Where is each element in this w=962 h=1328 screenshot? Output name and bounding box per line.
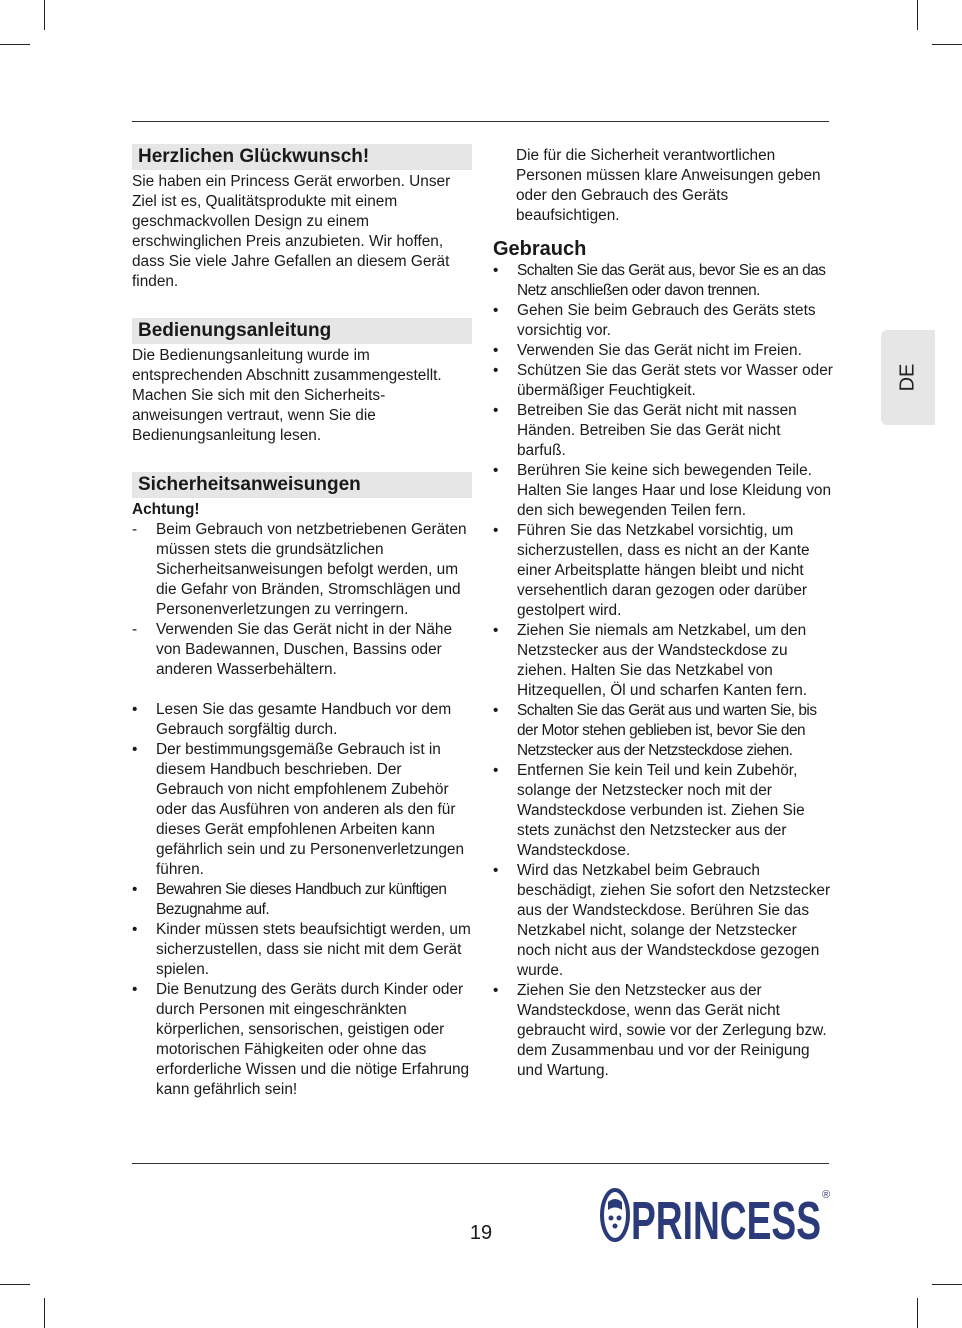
bullet-marker: • [493, 522, 499, 539]
bullet-marker: • [493, 342, 499, 359]
dash-marker: - [132, 621, 138, 638]
list-item-text: Ziehen Sie niemals am Netzkabel, um den Netzstecker aus der Wandsteckdose zu ziehen. Halten Sie das Netzkabel von Hitzequellen, Öl und scharfen Kanten fern. [517, 622, 808, 699]
list-item [493, 401, 833, 461]
list-item-text: Schützen Sie das Gerät stets vor Wasser oder übermäßiger Feuchtigkeit. [517, 362, 833, 399]
list-item-text: Schalten Sie das Gerät aus, bevor Sie es an das Netz anschließen oder davon trennen. [517, 262, 826, 299]
supervision-text: Die für die Sicherheit verantwortlichen Personen müssen klare Anweisungen geben oder den Gebrauch des Geräts beaufsichtigen. [516, 147, 821, 224]
crop-mark [917, 0, 918, 30]
list-item [132, 880, 472, 920]
crop-mark [44, 1298, 45, 1328]
bullet-marker: • [493, 622, 499, 639]
list-item-text: Lesen Sie das gesamte Handbuch vor dem Gebrauch sorgfältig durch. [156, 701, 452, 738]
warning-label: Achtung! [132, 501, 200, 518]
registered-mark: ® [822, 1189, 831, 1201]
manual-text: Die Bedienungsanleitung wurde im entsprechenden Abschnitt zusammengestellt. Machen Sie sich mit den Sicherheits-anweisungen vertraut, wenn Sie die Bedienungsanleitung lesen. [132, 347, 442, 444]
list-item [132, 980, 472, 1100]
bullet-marker: • [493, 302, 499, 319]
princess-logo [600, 1186, 832, 1244]
crop-mark [917, 1298, 918, 1328]
congrats-heading: Herzlichen Glückwunsch! [132, 144, 472, 170]
bullet-marker: • [493, 262, 499, 279]
list-item-text: Ziehen Sie den Netzstecker aus der Wandsteckdose, wenn das Gerät nicht gebraucht wird, sowie vor der Zerlegung bzw. dem Zusammenbau und vor der Reinigung und Wartung. [517, 982, 827, 1079]
bullet-marker: • [493, 702, 499, 719]
list-item-text: Die Benutzung des Geräts durch Kinder oder durch Personen mit eingeschränkten körperlichen, sensorischen, geistigen oder motorischen Fähigkeiten oder ohne das erforderliche Wissen und die nötige Erfahrung kann gefährlich sein! [156, 981, 470, 1098]
safety-heading: Sicherheitsanweisungen [132, 472, 472, 498]
crop-mark [932, 1284, 962, 1285]
left-column [132, 144, 472, 1100]
crown-emblem-icon [602, 1190, 628, 1240]
language-tab-label: DE [896, 363, 919, 392]
safety-bullet-list [132, 700, 472, 1100]
list-item-text: Kinder müssen stets beaufsichtigt werden, um sicherzustellen, dass sie nicht mit dem Gerät spielen. [156, 921, 471, 978]
list-item [132, 620, 472, 680]
list-item [493, 761, 833, 861]
list-item [493, 461, 833, 521]
safety-dash-list [132, 520, 472, 680]
list-item [132, 920, 472, 980]
usage-heading: Gebrauch [493, 238, 587, 260]
crop-mark [932, 44, 962, 45]
list-item [493, 621, 833, 701]
bullet-marker: • [132, 981, 138, 998]
crop-mark [0, 44, 30, 45]
bullet-marker: • [493, 982, 499, 999]
language-tab [881, 330, 935, 425]
bullet-marker: • [493, 762, 499, 779]
list-item [493, 981, 833, 1081]
brand-wordmark: PRINCESS [631, 1191, 821, 1244]
list-item [132, 520, 472, 620]
list-item [493, 861, 833, 981]
bullet-marker: • [493, 462, 499, 479]
manual-heading: Bedienungsanleitung [132, 318, 472, 344]
list-item-text: Verwenden Sie das Gerät nicht im Freien. [517, 342, 802, 359]
list-item-text: Verwenden Sie das Gerät nicht in der Nähe von Badewannen, Duschen, Bassins oder anderen Wasserbehältern. [156, 621, 453, 678]
list-item [493, 341, 833, 361]
list-item-text: Der bestimmungsgemäße Gebrauch ist in diesem Handbuch beschrieben. Der Gebrauch von nicht empfohlenem Zubehör oder das Ausführen von anderen als den für dieses Gerät empfohlenen Arbeiten kann gefährlich sein und zu Personenverletzungen führen. [156, 741, 465, 878]
bottom-rule [132, 1163, 829, 1164]
list-item-text: Schalten Sie das Gerät aus und warten Sie, bis der Motor stehen geblieben ist, bevor Sie den Netzstecker aus der Netzsteckdose ziehen. [517, 702, 817, 759]
list-item-text: Führen Sie das Netzkabel vorsichtig, um sicherzustellen, dass es nicht an der Kante einer Arbeitsplatte hängen bleibt und nicht versehentlich daran gezogen oder darüber gestolpert wird. [517, 522, 810, 619]
bullet-marker: • [132, 881, 138, 898]
crop-mark [0, 1284, 30, 1285]
list-item-text: Entfernen Sie kein Teil und kein Zubehör, solange der Netzstecker noch mit der Wandsteckdose verbunden ist. Ziehen Sie stets zunächst den Netzstecker aus der Wandsteckdose. [517, 762, 805, 859]
list-item-text: Gehen Sie beim Gebrauch des Geräts stets vorsichtig vor. [517, 302, 816, 339]
list-item-text: Beim Gebrauch von netzbetriebenen Geräten müssen stets die grundsätzlichen Sicherheitsanweisungen befolgt werden, um die Gefahr von Bränden, Stromschlägen und Personenverletzungen zu verringern. [156, 521, 467, 618]
list-item [493, 521, 833, 621]
list-item [132, 700, 472, 740]
crop-mark [44, 0, 45, 30]
bullet-marker: • [493, 862, 499, 879]
congrats-text: Sie haben ein Princess Gerät erworben. Unser Ziel ist es, Qualitätsprodukte mit einem geschmackvollen Design zu einem erschwinglichen Preis anzubieten. Wir hoffen, dass Sie viele Jahre Gefallen an diesem Gerät finden. [132, 173, 451, 290]
list-item [132, 740, 472, 880]
list-item [493, 261, 833, 301]
list-item [493, 361, 833, 401]
list-item-text: Bewahren Sie dieses Handbuch zur künftigen Bezugnahme auf. [156, 881, 447, 918]
bullet-marker: • [132, 921, 138, 938]
list-item-text: Berühren Sie keine sich bewegenden Teile. Halten Sie langes Haar und lose Kleidung von den sich bewegenden Teilen fern. [517, 462, 832, 519]
list-item-text: Wird das Netzkabel beim Gebrauch beschädigt, ziehen Sie sofort den Netzstecker aus der Wandsteckdose. Berühren Sie das Netzkabel nicht, solange der Netzstecker noch nicht aus der Wandsteckdose gezogen wurde. [517, 862, 831, 979]
list-item [493, 301, 833, 341]
top-rule [132, 121, 829, 122]
right-column [493, 146, 833, 1081]
usage-bullet-list [493, 261, 833, 1081]
bullet-marker: • [132, 701, 138, 718]
bullet-marker: • [493, 402, 499, 419]
dash-marker: - [132, 521, 138, 538]
list-item-text: Betreiben Sie das Gerät nicht mit nassen Händen. Betreiben Sie das Gerät nicht barfuß. [517, 402, 797, 459]
list-item [493, 701, 833, 761]
bullet-marker: • [493, 362, 499, 379]
page-number: 19 [469, 1222, 493, 1244]
bullet-marker: • [132, 741, 138, 758]
